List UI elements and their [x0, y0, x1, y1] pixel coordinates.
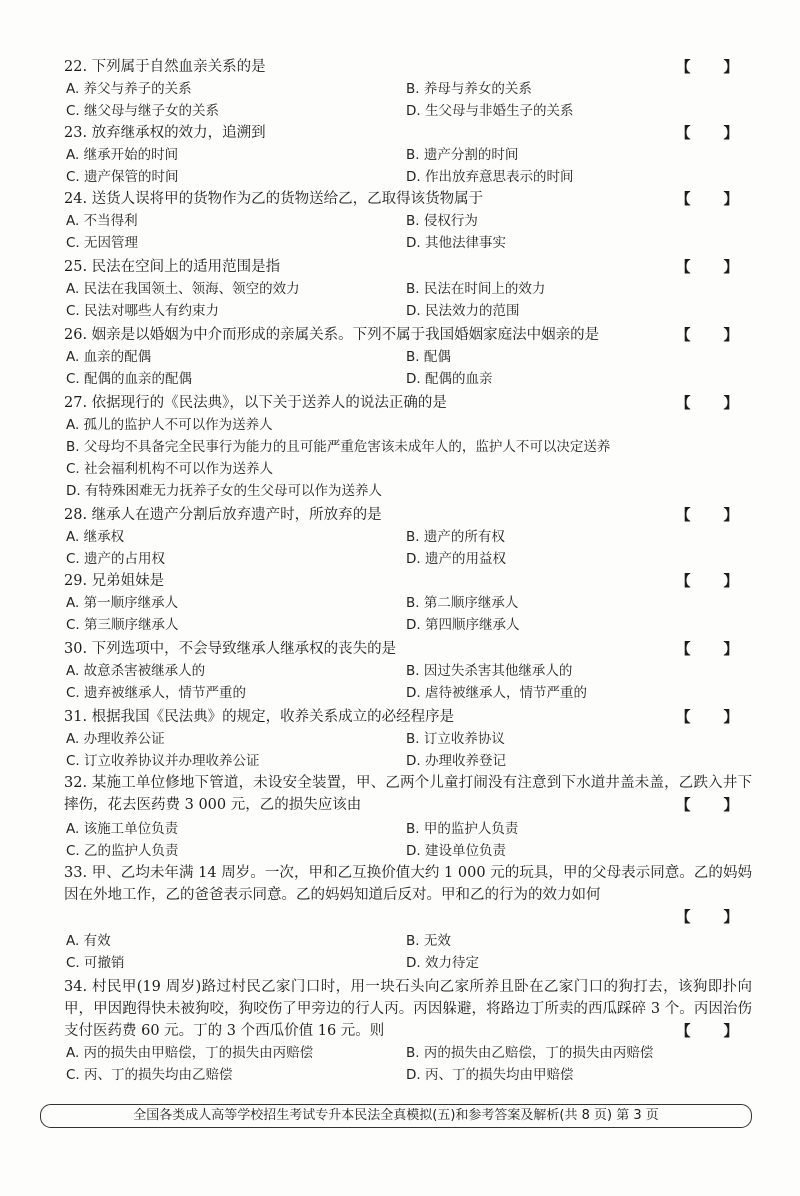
answer-bracket: 【 】 [675, 909, 752, 926]
option-d: D. 有特殊困难无力抚养子女的生父母可以作为送养人 [66, 483, 382, 499]
option-d: D. 配偶的血亲 [406, 371, 493, 387]
option-a: A. 血亲的配偶 [66, 349, 152, 365]
option-d: D. 建设单位负责 [406, 843, 506, 859]
option-a: A. 办理收养公证 [66, 731, 165, 747]
question-stem: 33. 甲、乙均未年满 14 周岁。一次，甲和乙互换价值大约 1 000 元的玩具，甲的父母表示同意。乙的妈妈因在外地工作，乙的爸爸表示同意。乙的妈妈知道后反对。甲和乙的行为的效力如何 [64, 865, 752, 903]
option-c: C. 可撤销 [66, 955, 125, 971]
question-stem: 22. 下列属于自然血亲关系的是 [64, 59, 266, 75]
option-a: A. 第一顺序继承人 [66, 595, 179, 611]
option-c: C. 第三顺序继承人 [66, 617, 179, 633]
option-a: A. 故意杀害被继承人的 [66, 663, 206, 679]
answer-bracket: 【 】 [675, 59, 752, 76]
page-footer: 全国各类成人高等学校招生考试专升本民法全真模拟(五)和参考答案及解析(共 8 页) 第 3 页 [40, 1104, 752, 1128]
question-stem: 25. 民法在空间上的适用范围是指 [64, 259, 281, 275]
option-d: D. 效力待定 [406, 955, 479, 971]
option-a: A. 孤儿的监护人不可以作为送养人 [66, 417, 273, 433]
option-d: D. 民法效力的范围 [406, 303, 520, 319]
option-d: D. 丙、丁的损失均由甲赔偿 [406, 1067, 574, 1083]
question-stem: 23. 放弃继承权的效力，追溯到 [64, 125, 266, 141]
option-d: D. 办理收养登记 [406, 753, 506, 769]
option-b: B. 甲的监护人负责 [406, 821, 519, 837]
option-b: B. 丙的损失由乙赔偿，丁的损失由丙赔偿 [406, 1045, 654, 1061]
answer-bracket: 【 】 [675, 573, 752, 590]
option-b: B. 第二顺序继承人 [406, 595, 519, 611]
option-a: A. 有效 [66, 933, 111, 949]
answer-bracket: 【 】 [675, 125, 752, 142]
option-a: A. 养父与养子的关系 [66, 81, 192, 97]
option-b: B. 订立收养协议 [406, 731, 505, 747]
option-b: B. 遗产分割的时间 [406, 147, 519, 163]
option-b: B. 因过失杀害其他继承人的 [406, 663, 573, 679]
option-b: B. 遗产的所有权 [406, 529, 505, 545]
option-a: A. 丙的损失由甲赔偿，丁的损失由丙赔偿 [66, 1045, 314, 1061]
question-stem: 27. 依据现行的《民法典》，以下关于送养人的说法正确的是 [64, 395, 447, 411]
option-a: A. 继承权 [66, 529, 125, 545]
option-b: B. 侵权行为 [406, 213, 478, 229]
answer-bracket: 【 】 [675, 641, 752, 658]
question-stem: 31. 根据我国《民法典》的规定，收养关系成立的必经程序是 [64, 709, 455, 725]
question-stem: 30. 下列选项中，不会导致继承人继承权的丧失的是 [64, 641, 397, 657]
option-d: D. 第四顺序继承人 [406, 617, 520, 633]
option-d: D. 虐待被继承人，情节严重的 [406, 685, 587, 701]
answer-bracket: 【 】 [675, 709, 752, 726]
option-a: A. 该施工单位负责 [66, 821, 179, 837]
answer-bracket: 【 】 [675, 327, 752, 344]
option-b: B. 养母与养女的关系 [406, 81, 532, 97]
question-stem: 29. 兄弟姐妹是 [64, 573, 165, 589]
question-stem: 26. 姻亲是以婚姻为中介而形成的亲属关系。下列不属于我国婚姻家庭法中姻亲的是 [64, 327, 600, 343]
option-c: C. 配偶的血亲的配偶 [66, 371, 193, 387]
option-c: C. 遗产的占用权 [66, 551, 166, 567]
option-a: A. 民法在我国领土、领海、领空的效力 [66, 281, 300, 297]
option-a: A. 不当得利 [66, 213, 138, 229]
option-c: C. 丙、丁的损失均由乙赔偿 [66, 1067, 233, 1083]
option-b: B. 配偶 [406, 349, 451, 365]
option-c: C. 继父母与继子女的关系 [66, 103, 220, 119]
answer-bracket: 【 】 [675, 191, 752, 208]
option-d: D. 其他法律事实 [406, 235, 506, 251]
option-c: C. 遗弃被继承人，情节严重的 [66, 685, 247, 701]
answer-bracket: 【 】 [675, 507, 752, 524]
option-c: C. 订立收养协议并办理收养公证 [66, 753, 260, 769]
question-stem: 28. 继承人在遗产分割后放弃遗产时，所放弃的是 [64, 507, 382, 523]
option-a: A. 继承开始的时间 [66, 147, 179, 163]
option-d: D. 作出放弃意思表示的时间 [406, 169, 574, 185]
option-c: C. 民法对哪些人有约束力 [66, 303, 220, 319]
option-c: C. 社会福利机构不可以作为送养人 [66, 461, 274, 477]
answer-bracket: 【 】 [675, 395, 752, 412]
option-c: C. 乙的监护人负责 [66, 843, 179, 859]
answer-bracket: 【 】 [675, 797, 752, 814]
option-b: B. 无效 [406, 933, 451, 949]
option-c: C. 遗产保管的时间 [66, 169, 179, 185]
option-b: B. 父母均不具备完全民事行为能力的且可能严重危害该未成年人的，监护人不可以决定送养 [66, 439, 611, 455]
answer-bracket: 【 】 [675, 1023, 752, 1040]
question-stem: 32. 某施工单位修地下管道，未设安全装置，甲、乙两个儿童打闹没有注意到下水道井盖未盖，乙跌入井下摔伤，花去医药费 3 000 元，乙的损失应该由 [64, 775, 752, 813]
question-stem: 34. 村民甲(19 周岁)路过村民乙家门口时，用一块石头向乙家所养且卧在乙家门口的狗打去，该狗即扑向甲，甲因跑得快未被狗咬，狗咬伤了甲旁边的行人丙。丙因躲避，将路边丁所卖的西瓜踩碎 3 个。丙因治伤支付医药费 60 元。丁的 3 个西瓜价值 16 元。则 [64, 979, 752, 1039]
option-b: B. 民法在时间上的效力 [406, 281, 546, 297]
option-d: D. 生父母与非婚生子的关系 [406, 103, 574, 119]
question-stem: 24. 送货人误将甲的货物作为乙的货物送给乙，乙取得该货物属于 [64, 191, 484, 207]
answer-bracket: 【 】 [675, 259, 752, 276]
option-d: D. 遗产的用益权 [406, 551, 506, 567]
option-c: C. 无因管理 [66, 235, 139, 251]
